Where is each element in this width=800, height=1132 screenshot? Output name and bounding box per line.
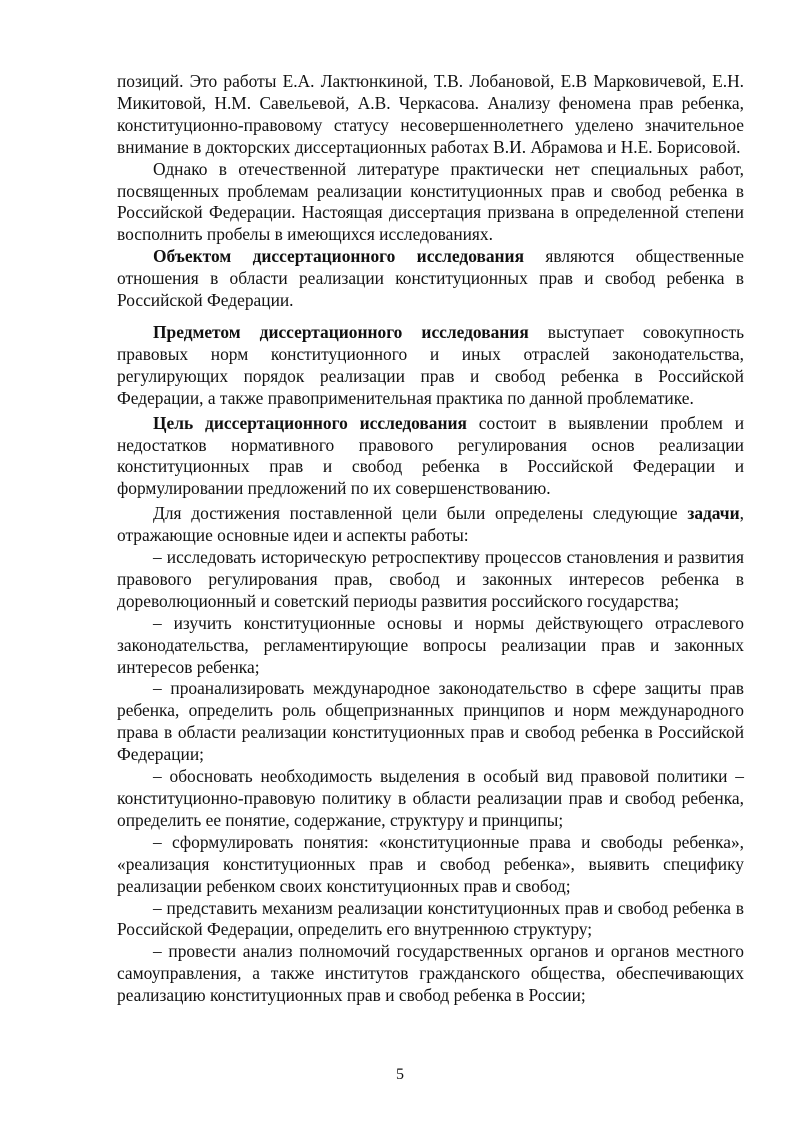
task-item	[117, 547, 744, 613]
paragraph-goal	[117, 413, 744, 501]
task-text: – проанализировать международное законодательство в сфере защиты прав ребенка, определить роль общепризнанных принципов и норм международного права в области реализации конституционных прав и свобод ребенка в Российской Федерации;	[117, 678, 744, 765]
task-text: – обосновать необходимость выделения в особый вид правовой политики – конституционно-правовую политику в области реализации прав и свобод ребенка, определить ее понятие, содержание, структуру и принципы;	[117, 766, 744, 830]
paragraph-tasks-intro	[117, 503, 744, 547]
page-number: 5	[396, 1066, 404, 1083]
paragraph-object	[117, 246, 744, 312]
paragraph-prior-works	[117, 71, 744, 159]
paragraph-text: Однако в отечественной литературе практически нет специальных работ, посвященных проблемам реализации конституционных прав и свобод ребенка в Российской Федерации. Настоящая диссертация призвана в определенной степени восполнить пробелы в имеющихся исследованиях.	[117, 158, 744, 245]
paragraph-literature-gap	[117, 159, 744, 247]
task-item	[117, 766, 744, 832]
task-text: – сформулировать понятия: «конституционные права и свободы ребенка», «реализация конституционных прав и свобод ребенка», выявить специфику реализации ребенком своих конституционных прав и свобод;	[117, 831, 744, 896]
task-text: – исследовать историческую ретроспективу процессов становления и развития правового регулирования прав, свобод и законных интересов ребенка в дореволюционный и советский периоды развития российского государства;	[117, 547, 744, 611]
task-text: – изучить конституционные основы и нормы действующего отраслевого законодательства, регламентирующие вопросы реализации прав и законных интересов ребенка;	[117, 612, 744, 677]
paragraph-text: Для достижения поставленной цели были определены следующие	[153, 503, 688, 524]
paragraph-subject	[117, 322, 744, 410]
task-item	[117, 613, 744, 679]
paragraph-bold-lead: Объектом диссертационного исследования	[153, 246, 524, 267]
paragraph-text: являются общественные отношения в области реализации конституционных прав и свобод ребенка в Российской Федерации.	[117, 246, 744, 311]
paragraph-text-tail: , отражающие основные идеи и аспекты работы:	[117, 503, 744, 546]
page-body	[117, 71, 744, 1007]
paragraph-bold-inline: задачи	[687, 503, 740, 524]
paragraph-bold-lead: Цель диссертационного исследования	[153, 412, 467, 433]
task-text: – представить механизм реализации конституционных прав и свобод ребенка в Российской Федерации, определить его внутреннюю структуру;	[117, 897, 744, 940]
task-item	[117, 941, 744, 1007]
paragraph-text: позиций. Это работы Е.А. Лактюнкиной, Т.В. Лобановой, Е.В Марковичевой, Е.Н. Микитовой, Н.М. Савельевой, А.В. Черкасова. Анализу феномена прав ребенка, конституционно-правовому статусу несовершеннолетнего уделено значительное внимание в докторских диссертационных работах В.И. Абрамова и Н.Е. Борисовой.	[117, 71, 744, 157]
paragraph-text: состоит в выявлении проблем и недостатков нормативного правового регулирования основ реализации конституционных прав и свобод ребенка в Российской Федерации и формулировании предложений по их совершенствованию.	[117, 412, 744, 499]
task-item	[117, 678, 744, 766]
task-text: – провести анализ полномочий государственных органов и органов местного самоуправления, а также институтов гражданского общества, обеспечивающих реализацию конституционных прав и свобод ребенка в России;	[117, 941, 744, 1006]
paragraph-bold-lead: Предметом диссертационного исследования	[153, 321, 529, 342]
paragraph-text: выступает совокупность правовых норм конституционного и иных отраслей законодательства, регулирующих порядок реализации прав и свобод ребенка в Российской Федерации, а также правоприменительная практика по данной проблематике.	[117, 321, 744, 408]
task-item	[117, 898, 744, 942]
task-item	[117, 832, 744, 898]
